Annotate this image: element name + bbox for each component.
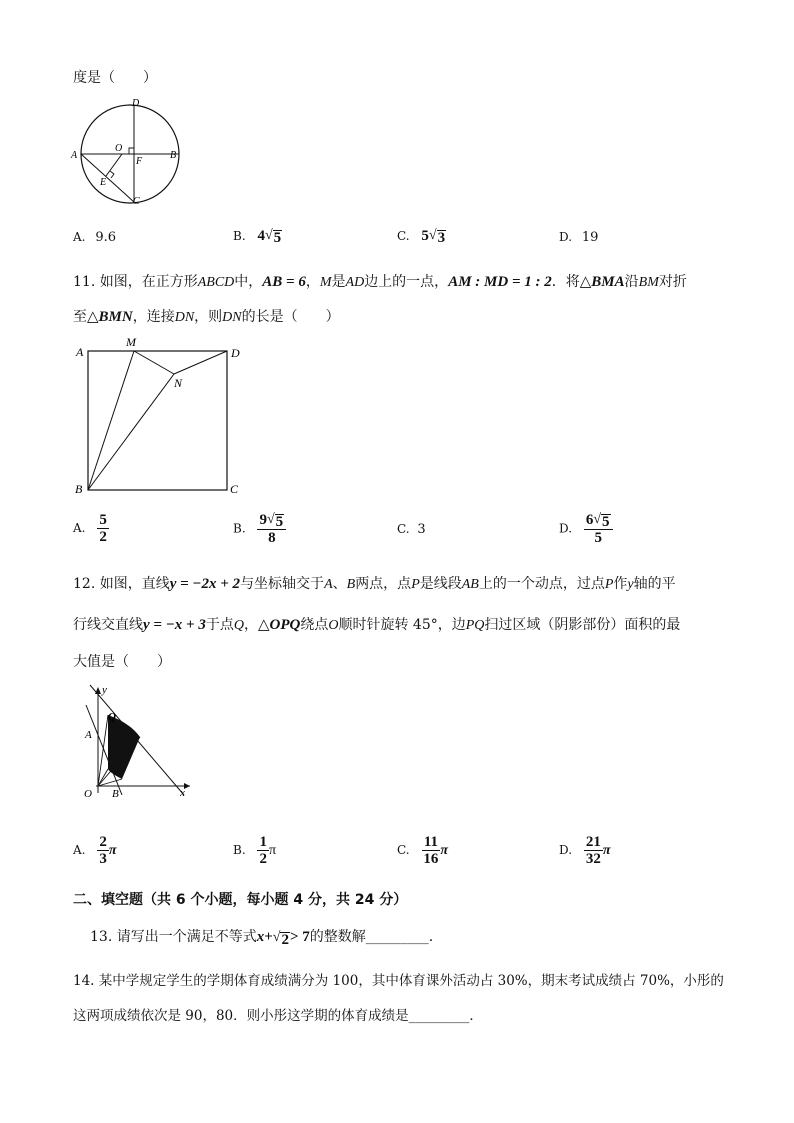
pi-symbol: π — [268, 843, 277, 858]
q10-stem-tail: 度是（ ） — [73, 70, 157, 86]
pi-symbol: π — [440, 843, 449, 858]
option-value: 19 — [581, 230, 599, 245]
label-d: D — [231, 346, 240, 360]
q11-square-figure — [70, 334, 250, 498]
right-angle-e — [110, 171, 114, 178]
label-d: D — [132, 98, 140, 109]
label-f: F — [136, 156, 143, 167]
label-q: Q — [108, 711, 116, 723]
option-label: B. — [233, 843, 246, 857]
q12-option-c[interactable] — [397, 834, 448, 867]
q11-option-b[interactable] — [233, 512, 286, 546]
q10-option-c[interactable] — [397, 228, 446, 245]
option-label: D. — [559, 521, 573, 536]
option-value: 4 √ 5 — [257, 228, 282, 246]
option-label: C. — [397, 522, 410, 536]
option-value: 3 — [417, 522, 426, 537]
q12-stem-line3: 大值是（ ） — [73, 654, 171, 670]
q11-stem-line2: 至△BMN，连接DN，则DN的长是（ ） — [73, 309, 340, 325]
label-o: O — [84, 788, 92, 800]
label-a: A — [85, 729, 92, 741]
option-label: B. — [233, 521, 246, 536]
option-label: A. — [73, 521, 86, 535]
option-label: A. — [73, 843, 86, 857]
x-axis-arrow — [184, 783, 190, 789]
option-value: 6 √ 5 5 — [584, 512, 613, 546]
q12-stem-line1: 12. 如图，直线y = −2x + 2与坐标轴交于A、B两点，点P是线段AB上的一个动点，过点P作y轴的平 — [73, 576, 676, 592]
option-label: D. — [559, 843, 573, 857]
q10-option-d[interactable] — [559, 230, 598, 245]
pi-symbol: π — [108, 843, 117, 858]
q14-stem-line2: 这两项成绩依次是 90，80．则小彤这学期的体育成绩是_________． — [73, 1008, 483, 1024]
label-b: B — [75, 482, 83, 496]
option-label: C. — [397, 229, 410, 243]
option-value: 5 √ 3 — [421, 228, 446, 246]
label-o: O — [115, 143, 123, 154]
q10-option-a[interactable] — [73, 230, 116, 245]
q14-stem-line1: 14. 某中学规定学生的学期体育成绩满分为 100，其中体育课外活动占 30%，期末考试成绩占 70%，小彤的 — [73, 973, 724, 989]
option-value: $\frac{5}{2}$ — [99, 512, 107, 545]
label-a: A — [71, 150, 78, 161]
q11-stem-line1: 11. 如图，在正方形ABCD中，AB = 6，M是AD边上的一点，AM : MD = 1 : 2．将△BMA沿BM对折 — [73, 274, 687, 290]
q12-coordinate-figure — [72, 683, 194, 803]
label-c: C — [133, 196, 140, 207]
label-c: C — [230, 482, 239, 496]
option-fraction: $\frac{11}{16}$ — [423, 834, 439, 867]
label-m: M — [126, 335, 136, 349]
segment-bn — [88, 374, 174, 490]
option-label: C. — [397, 843, 410, 857]
label-y: y — [102, 684, 107, 696]
square-abcd — [88, 351, 227, 490]
label-e: E — [100, 177, 107, 188]
segment-oq — [98, 715, 108, 786]
option-fraction: $\frac{1}{2}$ — [259, 834, 267, 867]
label-n: N — [174, 376, 183, 390]
segment-nd — [174, 351, 227, 374]
q12-option-b[interactable] — [233, 834, 276, 867]
q10-circle-figure — [66, 96, 196, 208]
label-a: A — [76, 345, 84, 359]
q13-stem: 13. 请写出一个满足不等式x+ √ 2 > 7的整数解_________. — [90, 929, 434, 948]
q13-answer-blank[interactable]: _________ — [365, 929, 429, 945]
q12-option-d[interactable] — [559, 834, 611, 867]
chord-ac — [81, 154, 134, 202]
q12-option-a[interactable] — [73, 834, 116, 867]
option-label: A. — [73, 230, 86, 244]
option-value: 9 √ 5 8 — [257, 512, 286, 546]
segment-bm — [88, 351, 134, 490]
option-label: D. — [559, 230, 573, 244]
option-fraction: $\frac{21}{32}$ — [585, 834, 601, 867]
q14-answer-blank[interactable]: _________ — [408, 1008, 470, 1024]
label-b: B — [170, 150, 177, 161]
y-axis-arrow — [95, 687, 101, 694]
segment-oe — [106, 154, 122, 176]
option-value: 9.6 — [95, 230, 116, 245]
right-angle-f — [129, 148, 134, 154]
q11-option-a[interactable] — [73, 512, 109, 545]
segment-mn — [134, 351, 174, 374]
q10-option-b[interactable] — [233, 228, 282, 245]
option-fraction: $\frac{2}{3}$ — [99, 834, 107, 867]
q12-stem-line2: 行线交直线y = −x + 3于点Q，△OPQ绕点O顺时针旋转 45°，边PQ扫过区域（阴影部份）面积的最 — [73, 617, 681, 633]
label-b: B — [112, 788, 119, 800]
section-title-fill-in: 二、填空题（共 6 个小题，每小题 4 分，共 24 分） — [73, 892, 408, 908]
q11-option-d[interactable] — [559, 512, 613, 546]
option-label: B. — [233, 229, 246, 243]
pi-symbol: π — [602, 843, 611, 858]
q11-option-c[interactable] — [397, 522, 426, 537]
label-x: x — [180, 787, 185, 799]
